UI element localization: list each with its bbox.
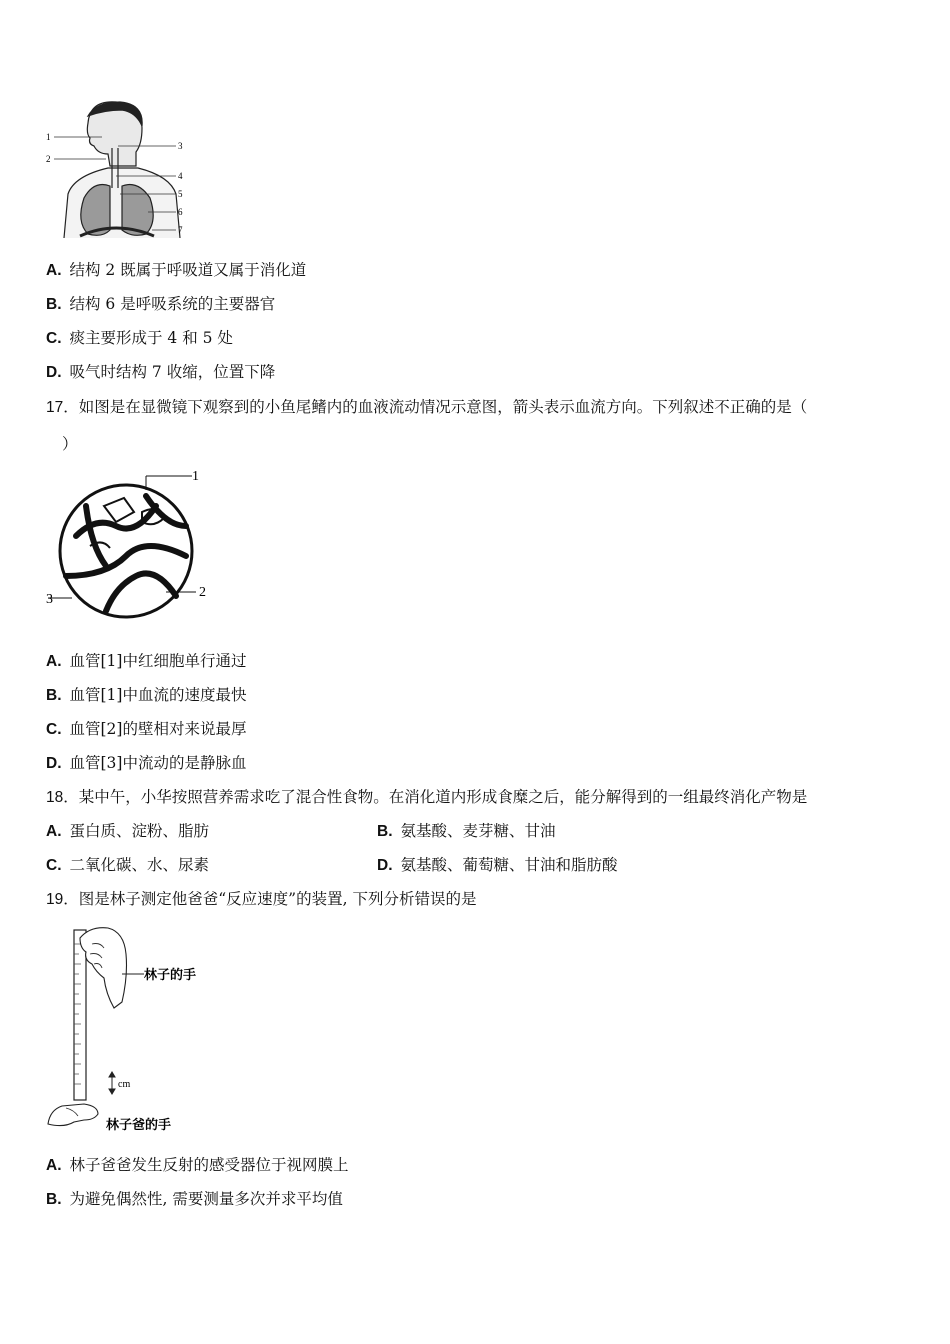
option-letter: A. [46,653,62,670]
label-4: 4 [178,171,183,181]
q19-option-a[interactable] [46,1155,349,1176]
option-letter: B. [46,1191,62,1208]
question-text: 如图是在显微镜下观察到的小鱼尾鳍内的血液流动情况示意图，箭头表示血流方向。下列叙述不正确的是（ [78,398,808,416]
option-letter: D. [377,857,393,874]
question-text: 图是林子测定他爸爸“反应速度”的装置, 下列分析错误的是 [78,890,477,908]
label-3: 3 [46,592,53,607]
option-text: 血管[1]中红细胞单行通过 [69,652,247,670]
question-number: 17． [46,399,79,416]
q17-stem [46,397,807,418]
q17-option-d[interactable] [46,753,246,774]
top-hand-label: 林子的手 [144,968,197,983]
option-text: 氨基酸、葡萄糖、甘油和脂肪酸 [400,856,618,874]
label-2: 2 [46,154,51,164]
question-text: 某中午，小华按照营养需求吃了混合性食物。在消化道内形成食糜之后，能分解得到的一组最终消化产物是 [78,788,808,806]
option-letter: C. [46,857,62,874]
option-text: 氨基酸、麦芽糖、甘油 [400,822,556,840]
ruler-reaction-figure [44,924,224,1136]
q18-option-b[interactable] [377,821,556,842]
option-text: 血管[3]中流动的是静脉血 [69,754,247,772]
label-6: 6 [178,207,183,217]
option-text: 吸气时结构 7 收缩，位置下降 [69,363,276,381]
q18-stem [46,787,807,808]
option-letter: C. [46,721,62,738]
label-1: 1 [46,132,51,142]
bottom-hand-label: 林子爸的手 [106,1118,172,1133]
option-text: 蛋白质、淀粉、脂肪 [69,822,210,840]
q18-option-a[interactable] [46,821,209,842]
option-text: 林子爸爸发生反射的感受器位于视网膜上 [69,1156,349,1174]
unit-label: cm [118,1079,131,1090]
q17-option-c[interactable] [46,719,246,740]
label-7: 7 [178,225,183,235]
q19-option-b[interactable] [46,1189,343,1210]
option-letter: B. [46,296,62,313]
option-letter: A. [46,1157,62,1174]
option-text: 二氧化碳、水、尿素 [69,856,210,874]
option-text: 痰主要形成于 4 和 5 处 [69,329,233,347]
option-letter: B. [377,823,393,840]
option-text: 为避免偶然性, 需要测量多次并求平均值 [69,1190,343,1208]
q16-option-c[interactable] [46,328,233,349]
option-letter: B. [46,687,62,704]
option-letter: D. [46,755,62,772]
label-2: 2 [199,585,206,600]
option-letter: A. [46,262,62,279]
fish-tail-microscope-figure [46,466,216,628]
q18-option-d[interactable] [377,855,618,876]
option-text: 结构 2 既属于呼吸道又属于消化道 [69,261,307,279]
question-number: 18． [46,789,79,806]
option-text: 结构 6 是呼吸系统的主要器官 [69,295,276,313]
question-number: 19． [46,891,79,908]
label-5: 5 [178,189,183,199]
q17-option-b[interactable] [46,685,246,706]
q16-option-a[interactable] [46,260,306,281]
option-letter: D. [46,364,62,381]
option-text: 血管[1]中血流的速度最快 [69,686,247,704]
option-letter: C. [46,330,62,347]
label-1: 1 [192,469,199,484]
q16-option-d[interactable] [46,362,275,383]
q16-option-b[interactable] [46,294,275,315]
label-3: 3 [178,141,183,151]
option-text: 血管[2]的壁相对来说最厚 [69,720,247,738]
q17-option-a[interactable] [46,651,246,672]
q18-option-c[interactable] [46,855,209,876]
q19-stem [46,889,476,910]
respiratory-system-figure [44,98,194,243]
option-letter: A. [46,823,62,840]
q17-stem-close: ） [62,435,78,453]
